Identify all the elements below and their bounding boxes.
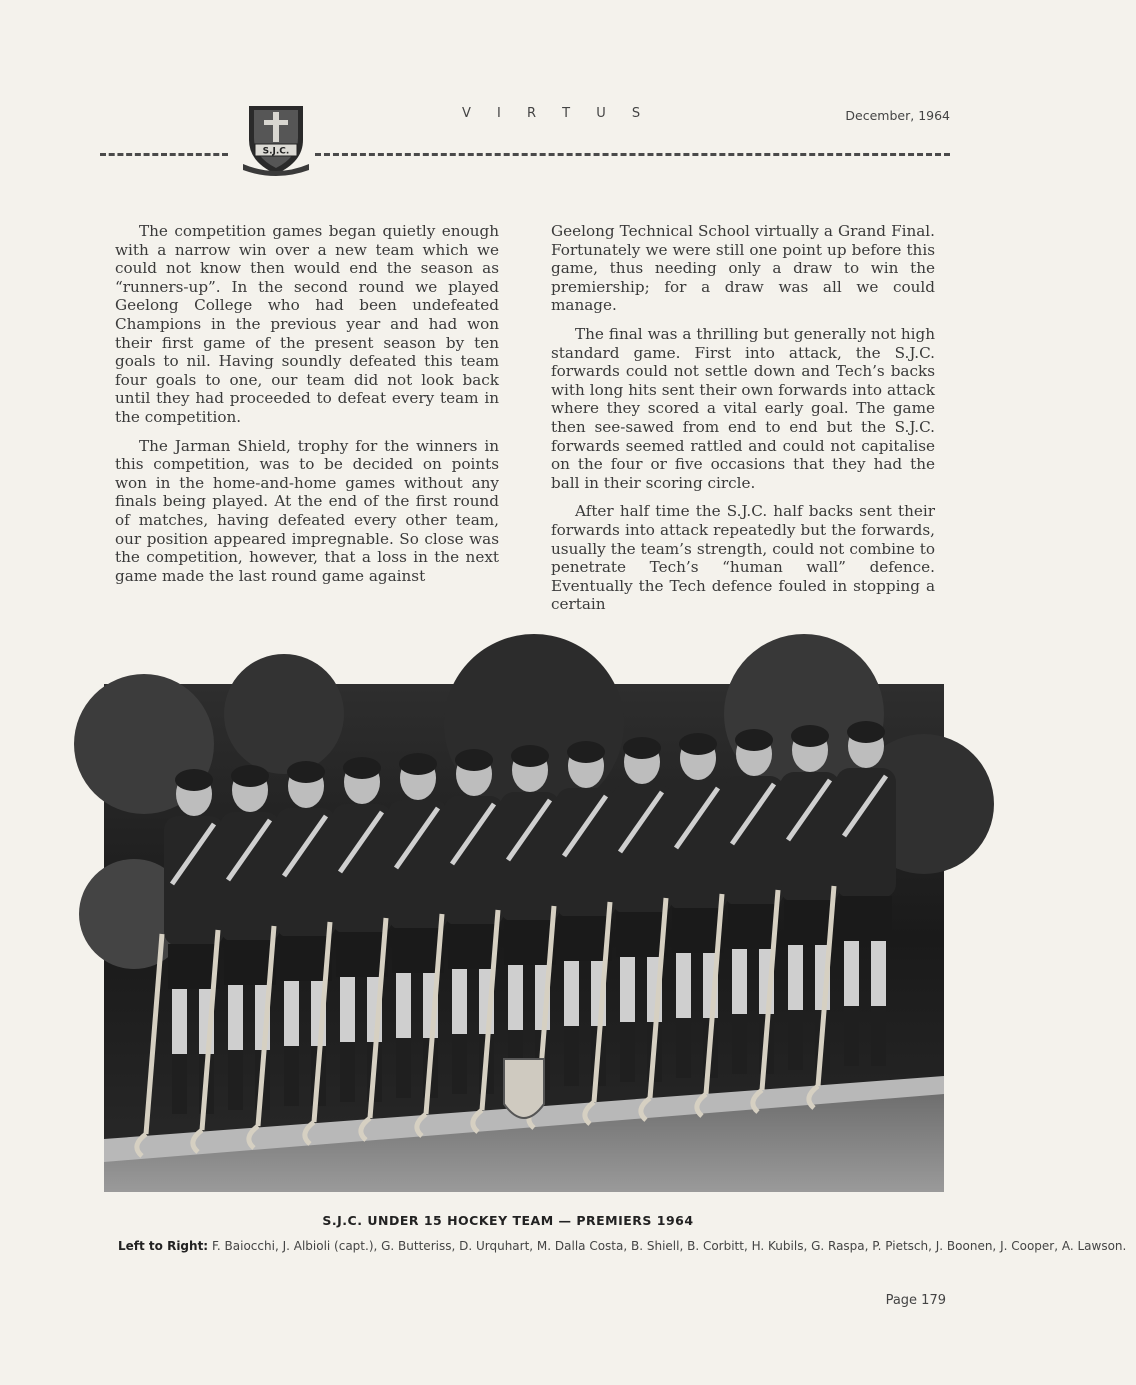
magazine-title: V I R T U S (462, 106, 652, 121)
page-number: Page 179 (885, 1293, 946, 1308)
paragraph: After half time the S.J.C. half backs sent their forwards into attack repeatedly but the forwards, usually the team’s strength, could not combine to penetrate Tech’s “human wall” defence. Eventually the Tech defence fouled in stopping a certain (551, 502, 935, 614)
photo-caption-names (118, 1237, 1136, 1255)
paragraph: The Jarman Shield, trophy for the winners in this competition, was to be decided on points won in the home-and-home games without any finals being played. At the end of the first round of matches, having defeated every other team, our position appeared impregnable. So close was the competition, however, that a loss in the next game made the last round game against (115, 436, 499, 585)
photo-caption-title: S.J.C. UNDER 15 HOCKEY TEAM — PREMIERS 1964 (322, 1213, 694, 1228)
team-photo (104, 684, 944, 1192)
text-column-right (551, 222, 935, 624)
text-column-left (115, 222, 499, 595)
page-header (100, 100, 950, 180)
school-crest-icon (237, 100, 315, 178)
paragraph: The competition games began quietly enough with a narrow win over a new team which we could not know then would end the season as “runners-up”. In the second round we played Geelong College who had been undefeated Champions in the previous year and had won their first game of the present season by ten goals to nil. Having soundly defeated this team four goals to one, our team did not look back until they had proceeded to defeat every team in the competition. (115, 222, 499, 426)
svg-text:S.J.C.: S.J.C. (262, 146, 290, 157)
header-rule-left (100, 153, 228, 156)
issue-date: December, 1964 (845, 108, 950, 123)
caption-name-list: F. Baiocchi, J. Albioli (capt.), G. Butteriss, D. Urquhart, M. Dalla Costa, B. Shiell, B. Corbitt, H. Kubils, G. Raspa, P. Pietsch, J. Boonen, J. Cooper, A. Lawson. (211, 1239, 1127, 1253)
paragraph: The final was a thrilling but generally not high standard game. First into attack, the S.J.C. forwards could not settle down and Tech’s backs with long hits sent their own forwards into attack where they scored a vital early goal. The game then see-sawed from end to end but the S.J.C. forwards seemed rattled and could not capitalise on the four or five occasions that they had the ball in their scoring circle. (551, 324, 935, 492)
caption-lead: Left to Right: (118, 1239, 209, 1253)
paragraph: Geelong Technical School virtually a Grand Final. Fortunately we were still one point up before this game, thus needing only a draw to win the premiership; for a draw was all we could manage. (551, 222, 935, 315)
team-photo-illustration (104, 684, 944, 1192)
header-rule-right (315, 153, 950, 156)
